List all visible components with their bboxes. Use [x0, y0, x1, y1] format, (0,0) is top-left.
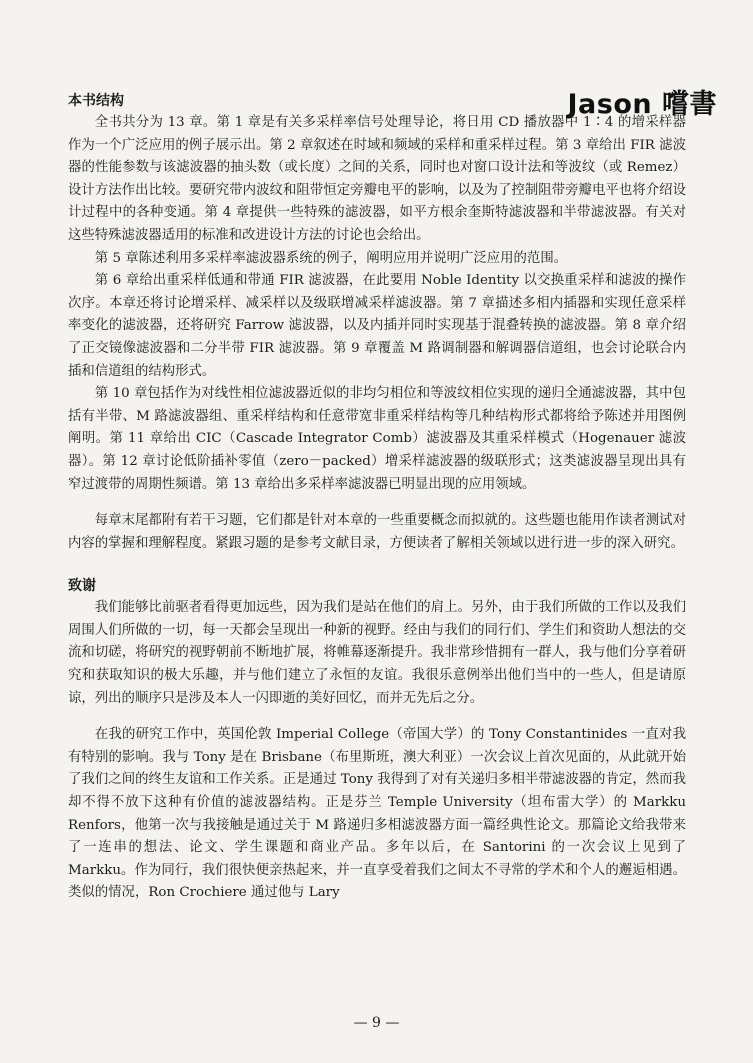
paragraph: 在我的研究工作中，英国伦敦 Imperial College（帝国大学）的 Tony Constantinides 一直对我有特别的影响。我与 Tony 是在 Brisbane（布里斯班，澳大利亚）一次会议上首次见面的，从此就开始了我们之间的终生友谊和工作关系。正是通过 Tony 我得到了对有关递归多相半带滤波器的肯定，然而我却不得不放下这种有价值的滤波器结构。正是芬兰 Temple University（坦布雷大学）的 Markku Renfors，他第一次与我接触是通过关于 M 路递归多相滤波器方面一篇经典性论文。那篇论文给我带来了一连串的想法、论文、学生课题和商业产品。多年以后，在 Santorini 的一次会议上见到了 Markku。作为同行，我们很快便亲热起来，并一直享受着我们之间太不寻常的学术和个人的邂逅相遇。类似的情况，Ron Crochiere 通过他与 Lary	[68, 727, 686, 901]
paragraph: 每章末尾都附有若干习题，它们都是针对本章的一些重要概念而拟就的。这些题也能用作读者测试对内容的掌握和理解程度。紧跟习题的是参考文献目录，方便读者了解相关领域以进行进一步的深入研究。	[68, 513, 686, 551]
page-content	[68, 90, 686, 905]
section-heading: 致谢	[68, 578, 96, 595]
section-acknowledgements	[68, 575, 686, 905]
paragraph: 第 10 章包括作为对线性相位滤波器近似的非均匀相位和等波纹相位实现的递归全通滤波器，其中包括有半带、M 路滤波器组、重采样结构和任意带宽非重采样结构等几种结构形式都将给予陈述并用图例阐明。第 11 章给出 CIC（Cascade Integrator Comb）滤波器及其重采样模式（Hogenauer 滤波器）。第 12 章讨论低阶插补零值（zero－packed）增采样滤波器的级联形式；这类滤波器呈现出具有窄过渡带的周期性频谱。第 13 章给出多采样率滤波器已明显出现的应用领域。	[68, 386, 686, 492]
section-heading: 本书结构	[68, 93, 124, 109]
page-number: — 9 —	[353, 1015, 400, 1031]
paragraph: 第 5 章陈述利用多采样率滤波器系统的例子，阐明应用并说明广泛应用的范围。	[94, 250, 568, 266]
paragraph: 第 6 章给出重采样低通和带通 FIR 滤波器，在此要用 Noble Identity 以交换重采样和滤波的操作次序。本章还将讨论增采样、减采样以及级联增减采样滤波器。第 7 章描述多相内插器和实现任意采样率变化的滤波器，还将研究 Farrow 滤波器，以及内插并同时实现基于混叠转换的滤波器。第 8 章介绍了正交镜像滤波器和二分半带 FIR 滤波器。第 9 章覆盖 M 路调制器和解调器信道组，也会讨论联合内插和信道组的结构形式。	[68, 273, 686, 379]
paragraph: 我们能够比前驱者看得更加远些，因为我们是站在他们的肩上。另外，由于我们所做的工作以及我们周围人们所做的一切，每一天都会呈现出一种新的视野。经由与我们的同行们、学生们和资助人想法的交流和切磋，将研究的视野朝前不断地扩展，将帷幕逐渐提升。我非常珍惜拥有一群人，我与他们分享着研究和获取知识的极大乐趣，并与他们建立了永恒的友谊。我很乐意例举出他们当中的一些人，但是请原谅，列出的顺序只是涉及本人一闪即逝的美好回忆，而并无先后之分。	[68, 600, 686, 706]
paragraph: 全书共分为 13 章。第 1 章是有关多采样率信号处理导论，将日用 CD 播放器中 1∶4 的增采样器作为一个广泛应用的例子展示出。第 2 章叙述在时域和频域的采样和重采样过程。第 3 章给出 FIR 滤波器的性能参数与该滤波器的抽头数（或长度）之间的关系，同时也对窗口设计法和等波纹（或 Remez）设计方法作出比较。要研究带内波纹和阻带恒定旁瓣电平的影响，以及为了控制阻带旁瓣电平也将介绍设计过程中的各种变通。第 4 章提供一些特殊的滤波器，如平方根余奎斯特滤波器和半带滤波器。有关对这些特殊滤波器适用的标准和改进设计方法的讨论也会给出。	[68, 115, 686, 243]
section-book-structure	[68, 90, 686, 555]
watermark-logo: Jason 嚐書	[563, 82, 721, 121]
